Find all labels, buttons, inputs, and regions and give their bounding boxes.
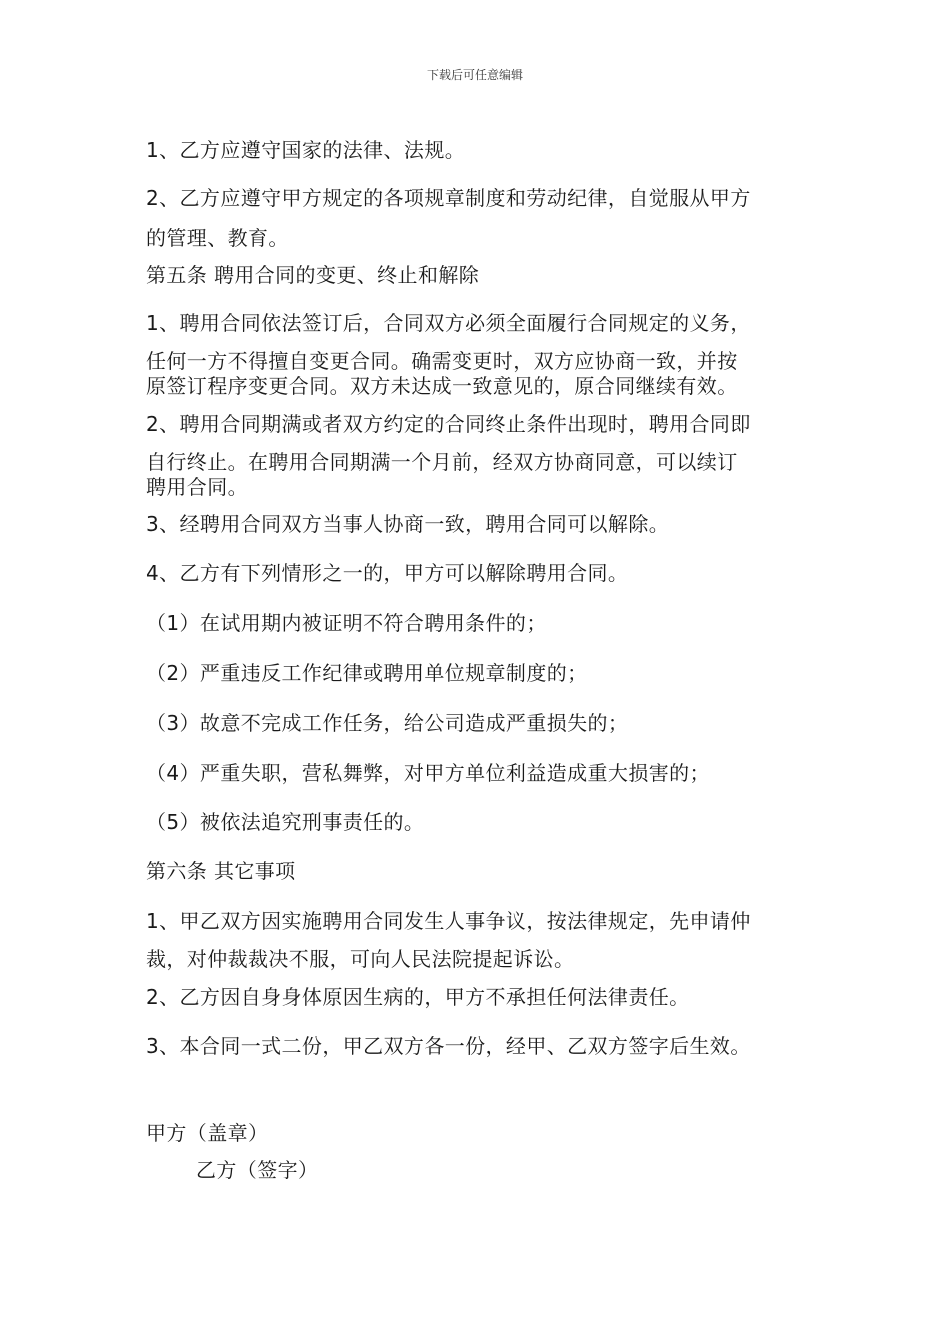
clause-6-item-1-line-1: 1、甲乙双方因实施聘用合同发生人事争议，按法律规定，先申请仲	[146, 909, 751, 933]
clause-5-item-2-line-3: 聘用合同。	[146, 475, 248, 499]
clause-5-subitem-4: （4）严重失职，营私舞弊，对甲方单位利益造成重大损害的；	[146, 761, 710, 785]
signature-party-a: 甲方（盖章）	[146, 1121, 269, 1145]
clause-5-item-2-line-2: 自行终止。在聘用合同期满一个月前，经双方协商同意，可以续订	[146, 450, 738, 474]
clause-6-item-1-line-2: 裁，对仲裁裁决不服，可向人民法院提起诉讼。	[146, 947, 575, 971]
clause-6-item-3: 3、本合同一式二份，甲乙双方各一份，经甲、乙双方签字后生效。	[146, 1034, 751, 1058]
clause-5-item-4: 4、乙方有下列情形之一的，甲方可以解除聘用合同。	[146, 561, 629, 585]
clause-4-item-2-line-1: 2、乙方应遵守甲方规定的各项规章制度和劳动纪律，自觉服从甲方	[146, 186, 751, 210]
clause-5-subitem-2: （2）严重违反工作纪律或聘用单位规章制度的；	[146, 661, 588, 685]
signature-party-b: 乙方（签字）	[196, 1158, 319, 1182]
clause-4-item-2-line-2: 的管理、教育。	[146, 226, 289, 250]
clause-5-subitem-5: （5）被依法追究刑事责任的。	[146, 810, 425, 834]
clause-5-item-2-line-1: 2、聘用合同期满或者双方约定的合同终止条件出现时，聘用合同即	[146, 412, 751, 436]
page-header: 下载后可任意编辑	[426, 68, 523, 82]
clause-5-item-1-line-3: 原签订程序变更合同。双方未达成一致意见的，原合同继续有效。	[146, 374, 738, 398]
clause-5-item-1-line-1: 1、聘用合同依法签订后，合同双方必须全面履行合同规定的义务，	[146, 311, 751, 335]
clause-5-subitem-1: （1）在试用期内被证明不符合聘用条件的；	[146, 611, 547, 635]
clause-5-item-3: 3、经聘用合同双方当事人协商一致，聘用合同可以解除。	[146, 512, 670, 536]
clause-5-subitem-3: （3）故意不完成工作任务，给公司造成严重损失的；	[146, 711, 629, 735]
clause-4-item-1: 1、乙方应遵守国家的法律、法规。	[146, 138, 466, 162]
section-heading-6: 第六条 其它事项	[146, 859, 296, 883]
clause-5-item-1-line-2: 任何一方不得擅自变更合同。确需变更时，双方应协商一致，并按	[146, 349, 738, 373]
clause-6-item-2: 2、乙方因自身身体原因生病的，甲方不承担任何法律责任。	[146, 985, 690, 1009]
section-heading-5: 第五条 聘用合同的变更、终止和解除	[146, 263, 480, 287]
